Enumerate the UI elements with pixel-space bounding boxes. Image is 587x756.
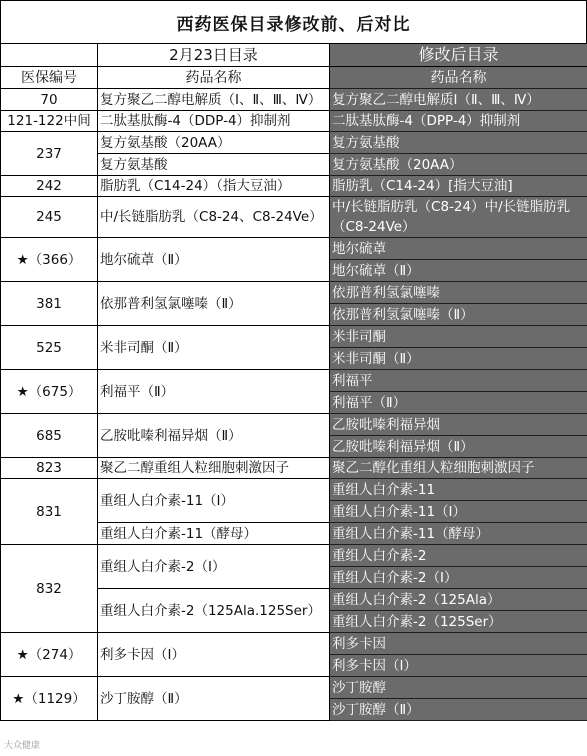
after-name-cell: 依那普利氢氯噻嗪 xyxy=(330,282,587,304)
code-cell: 832 xyxy=(1,545,98,633)
before-date-header: 2月23日目录 xyxy=(98,44,330,67)
after-name-cell: 重组人白介素-2（Ⅰ） xyxy=(330,567,587,589)
after-name-cell: 地尔硫䓬 xyxy=(330,238,587,260)
table-row xyxy=(1,414,587,436)
after-name-cell: 乙胺吡嗪利福异烟 xyxy=(330,414,587,436)
after-name-cell: 重组人白介素-11（酵母） xyxy=(330,523,587,545)
code-cell: 121-122中间 xyxy=(1,111,98,132)
code-cell: ★（366） xyxy=(1,238,98,282)
before-name-cell: 复方氨基酸（20AA） xyxy=(98,132,330,154)
before-name-cell: 聚乙二醇重组人粒细胞刺激因子 xyxy=(98,458,330,479)
table-row xyxy=(1,282,587,304)
after-name-cell: 复方聚乙二醇电解质Ⅰ（Ⅱ、Ⅲ、Ⅳ） xyxy=(330,89,587,111)
before-name-cell: 中/长链脂肪乳（C8-24、C8-24Ve） xyxy=(98,197,330,238)
after-name-cell: 地尔硫䓬（Ⅱ） xyxy=(330,260,587,282)
before-name-cell: 利多卡因（Ⅰ） xyxy=(98,633,330,677)
after-name-cell: 利多卡因（Ⅰ） xyxy=(330,655,587,677)
table-row xyxy=(1,458,587,479)
code-cell: ★（274） xyxy=(1,633,98,677)
table-row xyxy=(1,132,587,154)
code-cell: 237 xyxy=(1,132,98,176)
table-row xyxy=(1,326,587,348)
table-row xyxy=(1,370,587,392)
before-name-cell: 依那普利氢氯噻嗪（Ⅱ） xyxy=(98,282,330,326)
code-cell: 70 xyxy=(1,89,98,111)
before-name-cell: 重组人白介素-2（125Ala.125Ser） xyxy=(98,589,330,633)
before-name-cell: 沙丁胺醇（Ⅱ） xyxy=(98,677,330,721)
after-name-cell: 脂肪乳（C14-24）[指大豆油] xyxy=(330,176,587,197)
before-name-cell: 地尔硫䓬（Ⅱ） xyxy=(98,238,330,282)
after-name-cell: 米非司酮（Ⅱ） xyxy=(330,348,587,370)
table-row xyxy=(1,677,587,699)
after-name-cell: 沙丁胺醇（Ⅱ） xyxy=(330,699,587,721)
watermark: 大众健康 xyxy=(4,741,41,751)
code-column-header: 医保编号 xyxy=(1,67,98,89)
code-cell: 831 xyxy=(1,479,98,545)
table-row xyxy=(1,633,587,655)
before-name-cell: 复方氨基酸 xyxy=(98,154,330,176)
header-blank xyxy=(1,44,98,67)
after-name-cell: 利福平（Ⅱ） xyxy=(330,392,587,414)
before-name-cell: 重组人白介素-11（酵母） xyxy=(98,523,330,545)
code-cell: ★（1129） xyxy=(1,677,98,721)
before-name-cell: 米非司酮（Ⅱ） xyxy=(98,326,330,370)
table-row xyxy=(1,238,587,260)
after-name-cell: 米非司酮 xyxy=(330,326,587,348)
after-name-cell: 沙丁胺醇 xyxy=(330,677,587,699)
after-name-cell: 复方氨基酸 xyxy=(330,132,587,154)
after-name-cell: 重组人白介素-2（125Ala） xyxy=(330,589,587,611)
after-name-cell: 利福平 xyxy=(330,370,587,392)
table-row xyxy=(1,89,587,111)
after-name-cell: 重组人白介素-2 xyxy=(330,545,587,567)
table-row xyxy=(1,545,587,567)
table-row xyxy=(1,111,587,132)
code-cell: 525 xyxy=(1,326,98,370)
after-name-cell: 依那普利氢氯噻嗪（Ⅱ） xyxy=(330,304,587,326)
table-row xyxy=(1,479,587,501)
before-name-cell: 复方聚乙二醇电解质（Ⅰ、Ⅱ、Ⅲ、Ⅳ） xyxy=(98,89,330,111)
before-name-cell: 重组人白介素-2（Ⅰ） xyxy=(98,545,330,589)
comparison-table xyxy=(0,43,587,721)
before-name-cell: 乙胺吡嗪利福异烟（Ⅱ） xyxy=(98,414,330,458)
code-cell: 823 xyxy=(1,458,98,479)
after-name-cell: 乙胺吡嗪利福异烟（Ⅱ） xyxy=(330,436,587,458)
after-name-cell: 重组人白介素-11（Ⅰ） xyxy=(330,501,587,523)
before-name-cell: 二肽基肽酶-4（DDP-4）抑制剂 xyxy=(98,111,330,132)
after-name-cell: 重组人白介素-2（125Ser） xyxy=(330,611,587,633)
before-name-cell: 利福平（Ⅱ） xyxy=(98,370,330,414)
page-title: 西药医保目录修改前、后对比 xyxy=(0,0,587,44)
before-name-cell: 重组人白介素-11（Ⅰ） xyxy=(98,479,330,523)
after-name-cell: 利多卡因 xyxy=(330,633,587,655)
after-name-cell: 中/长链脂肪乳（C8-24）中/长链脂肪乳（C8-24Ve） xyxy=(330,197,587,238)
table-row xyxy=(1,197,587,238)
code-cell: 381 xyxy=(1,282,98,326)
after-name-cell: 重组人白介素-11 xyxy=(330,479,587,501)
after-name-cell: 二肽基肽酶-4（DPP-4）抑制剂 xyxy=(330,111,587,132)
name-column-header-before: 药品名称 xyxy=(98,67,330,89)
code-cell: 245 xyxy=(1,197,98,238)
table-row xyxy=(1,176,587,197)
before-name-cell: 脂肪乳（C14-24）（指大豆油） xyxy=(98,176,330,197)
after-header: 修改后目录 xyxy=(330,44,587,67)
name-column-header-after: 药品名称 xyxy=(330,67,587,89)
code-cell: 242 xyxy=(1,176,98,197)
code-cell: ★（675） xyxy=(1,370,98,414)
after-name-cell: 聚乙二醇化重组人粒细胞刺激因子 xyxy=(330,458,587,479)
code-cell: 685 xyxy=(1,414,98,458)
after-name-cell: 复方氨基酸（20AA） xyxy=(330,154,587,176)
